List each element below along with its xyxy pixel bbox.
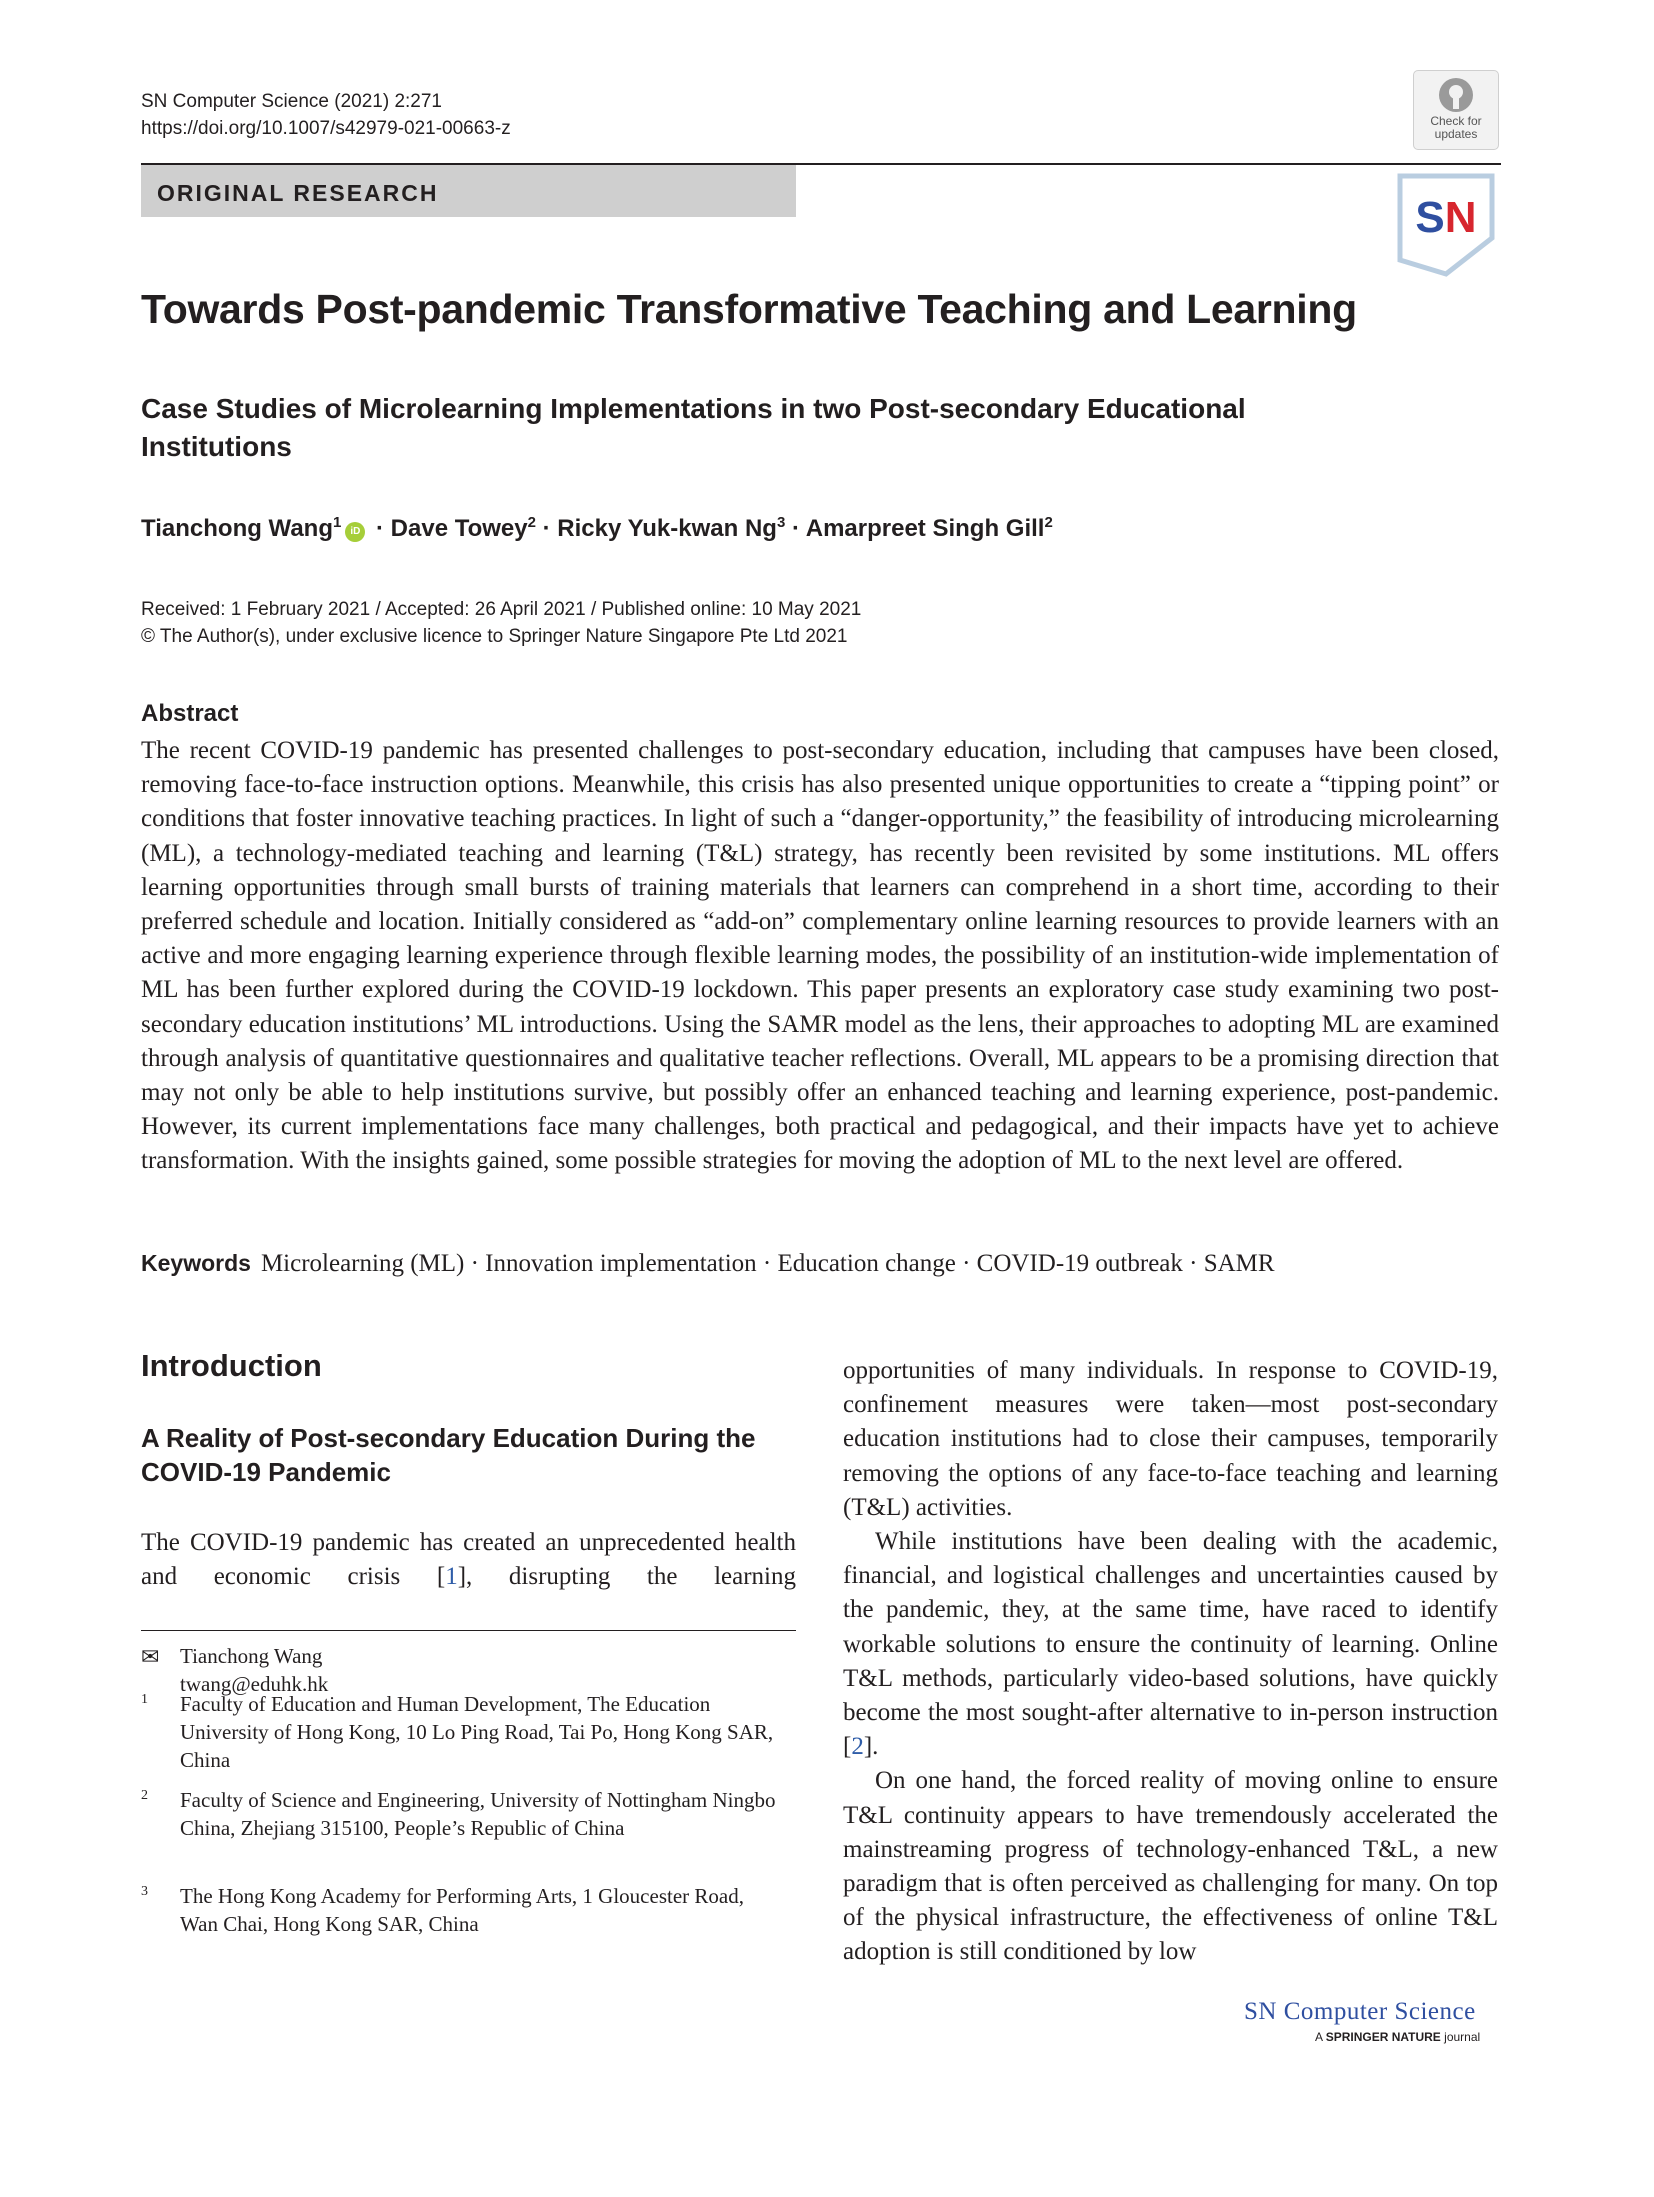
footer-springer-line [1315,2030,1480,2044]
keywords-text: Microlearning (ML) · Innovation implementation · Education change · COVID-19 outbreak · SAMR [260,1250,1275,1277]
orcid-icon[interactable]: iD [345,522,365,542]
paragraph: opportunities of many individuals. In response to COVID-19, confinement measures were taken—most post-secondary education institutions had to close their campuses, temporarily removing the options of any face-to-face teaching and learning (T&L) activities. [843,1357,1498,1521]
body-text: While institutions have been dealing with the academic, financial, and logistical challenges and uncertainties caused by the pandemic, they, at the same time, have raced to identify workable solutions to ensure the continuity of learning. Online T&L methods, particularly video-based solutions, have quickly become the most sought-after alternative to in-person instruction [ [843,1528,1498,1761]
author-affiliation: 2 [527,514,536,531]
sn-logo-text: SN [1415,193,1477,242]
citation-link[interactable]: 1 [445,1563,458,1591]
received-dates: Received: 1 February 2021 / Accepted: 26 April 2021 / Published online: 10 May 2021 [141,599,862,620]
section-subheading: A Reality of Post-secondary Education During the COVID-19 Pandemic [141,1423,756,1487]
author-name[interactable]: Ricky Yuk-kwan Ng [557,515,777,542]
section-label: ORIGINAL RESEARCH [157,180,439,206]
keywords [141,1250,1275,1278]
affiliation-text: Faculty of Education and Human Development, The Education University of Hong Kong, 10 Lo Ping Road, Tai Po, Hong Kong SAR, China [180,1692,774,1772]
springer-prefix: A [1315,2030,1323,2044]
affiliation-text: The Hong Kong Academy for Performing Arts, 1 Gloucester Road, Wan Chai, Hong Kong SAR, China [180,1884,744,1936]
affiliation-text: Faculty of Science and Engineering, University of Nottingham Ningbo China, Zhejiang 315100, People’s Republic of China [180,1788,776,1840]
article-subtitle: Case Studies of Microlearning Implementations in two Post-secondary Educational Institutions [141,393,1246,462]
springer-brand: SPRINGER NATURE [1325,2030,1441,2044]
copyright-notice: © The Author(s), under exclusive licence to Springer Nature Singapore Pte Ltd 2021 [141,626,848,647]
affiliation-number: 2 [141,1788,148,1803]
contact-email[interactable]: twang@eduhk.hk [180,1672,329,1696]
introduction-heading: Introduction [141,1348,322,1383]
author-affiliation: 1 [333,514,342,531]
author-name[interactable]: Amarpreet Singh Gill [805,515,1045,542]
check-updates-label: Check for updates [1430,114,1482,141]
left-column-text [141,1526,796,1594]
author-separator: · [369,515,391,542]
abstract-text: The recent COVID-19 pandemic has presented challenges to post-secondary education, including that campuses have been closed, removing face-to-face instruction options. Meanwhile, this crisis has also presented unique opportunities to create a “tipping point” or conditions that foster innovative teaching practices. In light of such a “danger-opportunity,” the feasibility of introducing microlearning (ML), a technology-mediated teaching and learning (T&L) strategy, has recently been revisited by some institutions. ML offers learning opportunities through small bursts of training materials that learners can comprehend in a short time, according to their preferred schedule and location. Initially considered as “add-on” complementary online learning resources to provide learners with an active and more engaging learning experience through flexible learning modes, the possibility of an institution-wide implementation of ML has been further explored during the COVID-19 lockdown. This paper presents an exploratory case study examining two post-secondary education institutions’ ML introductions. Using the SAMR model as the lens, their approaches to adopting ML are examined through analysis of quantitative questionnaires and qualitative teacher reflections. Overall, ML appears to be a promising direction that may not only be able to help institutions survive, but possibly offer an enhanced teaching and learning experience, post-pandemic. However, its current implementations face many challenges, both practical and pedagogical, and their impacts have yet to achieve transformation. With the insights gained, some possible strategies for moving the adoption of ML to the next level are offered. [141,737,1499,1175]
sn-journal-logo [1394,172,1498,278]
footer-journal-name: SN Computer Science [1244,1998,1476,2025]
check-updates-icon [1436,75,1476,115]
envelope-icon: ✉ [141,1644,160,1669]
journal-citation: SN Computer Science (2021) 2:271 [141,91,442,112]
body-text: ]. [863,1733,879,1761]
author-list [141,514,1053,543]
footnote-rule [141,1630,796,1631]
affiliation-number: 1 [141,1692,148,1707]
publication-history [141,596,861,650]
author-separator: · [785,515,806,542]
author-affiliation: 2 [1044,514,1053,531]
contact-name: Tianchong Wang [180,1644,323,1668]
author-name[interactable]: Dave Towey [390,515,528,542]
author-name[interactable]: Tianchong Wang [141,515,333,542]
check-for-updates-badge[interactable] [1413,70,1499,150]
paragraph [843,1525,1498,1764]
citation-link[interactable]: 2 [851,1733,864,1761]
journal-header [141,88,511,142]
keywords-label: Keywords [141,1250,251,1276]
article-title: Towards Post-pandemic Transformative Teaching and Learning [141,286,1357,332]
body-text: The COVID-19 pandemic has created an unprecedented health and economic crisis [ [141,1529,796,1591]
paragraph: On one hand, the forced reality of moving online to ensure T&L continuity appears to have tremendously accelerated the mainstreaming progress of technology-enhanced T&L, a new paradigm that is often perceived as challenging for many. On top of the physical infrastructure, the effectiveness of online T&L adoption is still conditioned by low [843,1767,1498,1966]
body-text: ], disrupting the learning [457,1563,797,1591]
author-separator: · [535,515,558,542]
doi-link[interactable]: https://doi.org/10.1007/s42979-021-00663-z [141,118,511,139]
abstract-heading: Abstract [141,700,239,727]
author-affiliation: 3 [776,514,786,531]
affiliation-number: 3 [141,1884,148,1899]
right-column-text [843,1354,1498,1970]
springer-suffix: journal [1444,2030,1481,2044]
